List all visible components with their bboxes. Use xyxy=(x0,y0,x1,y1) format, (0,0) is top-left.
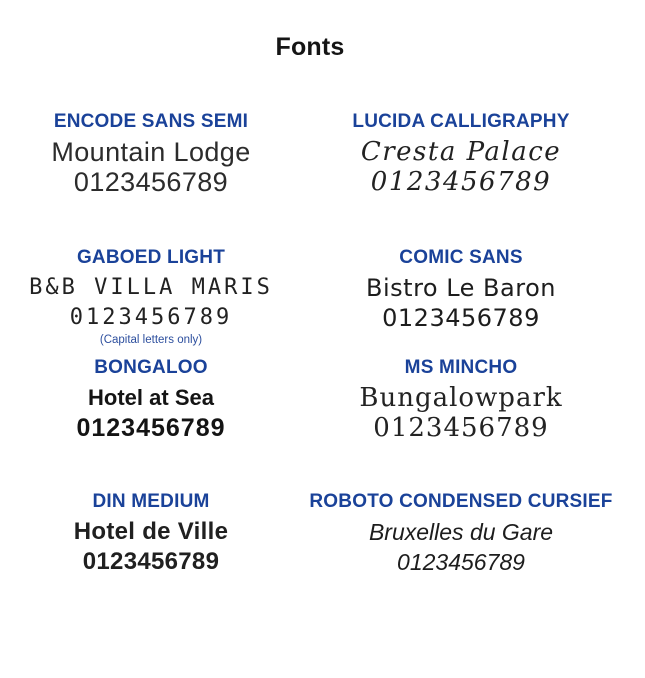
font-sample: Bungalowpark xyxy=(359,383,563,413)
specimen-bongaloo xyxy=(0,356,302,490)
font-name: ROBOTO CONDENSED CURSIEF xyxy=(309,491,613,512)
fonts-page xyxy=(0,33,620,577)
font-name: BONGALOO xyxy=(94,357,208,378)
font-name: MS MINCHO xyxy=(404,357,518,378)
font-digits: 0123456789 xyxy=(69,305,233,330)
font-sample: Cresta Palace xyxy=(360,137,562,167)
font-name: GABOED LIGHT xyxy=(76,247,226,268)
page-title: Fonts xyxy=(275,33,345,61)
font-digits: 0123456789 xyxy=(82,548,220,575)
font-name: LUCIDA CALLIGRAPHY xyxy=(352,111,570,132)
font-sample: Mountain Lodge xyxy=(51,137,251,167)
specimen-ms-mincho xyxy=(302,356,620,490)
font-sample: Bruxelles du Gare xyxy=(368,519,554,545)
specimen-grid xyxy=(0,110,620,577)
font-name: COMIC SANS xyxy=(399,247,523,268)
font-sample: Hotel de Ville xyxy=(73,518,229,545)
font-digits: 0123456789 xyxy=(382,304,540,332)
font-digits: 0123456789 xyxy=(73,167,229,197)
font-digits: 0123456789 xyxy=(397,549,525,575)
font-sample: B&B VILLA MARIS xyxy=(29,275,273,300)
specimen-roboto-condensed-cursief xyxy=(302,490,620,577)
specimen-din-medium xyxy=(0,490,302,577)
font-digits: 0123456789 xyxy=(76,414,226,442)
font-name: DIN MEDIUM xyxy=(92,491,210,512)
font-sample: Hotel at Sea xyxy=(88,385,214,410)
font-digits: 0123456789 xyxy=(370,167,552,197)
font-digits: 0123456789 xyxy=(373,413,549,443)
specimen-comic-sans xyxy=(302,246,620,356)
specimen-encode-sans-semi xyxy=(0,110,302,246)
font-name: ENCODE SANS SEMI xyxy=(53,111,249,132)
specimen-gaboed-light xyxy=(0,246,302,356)
font-sample: Bistro Le Baron xyxy=(366,274,556,302)
font-note: (Capital letters only) xyxy=(99,334,203,346)
specimen-lucida-calligraphy xyxy=(302,110,620,246)
